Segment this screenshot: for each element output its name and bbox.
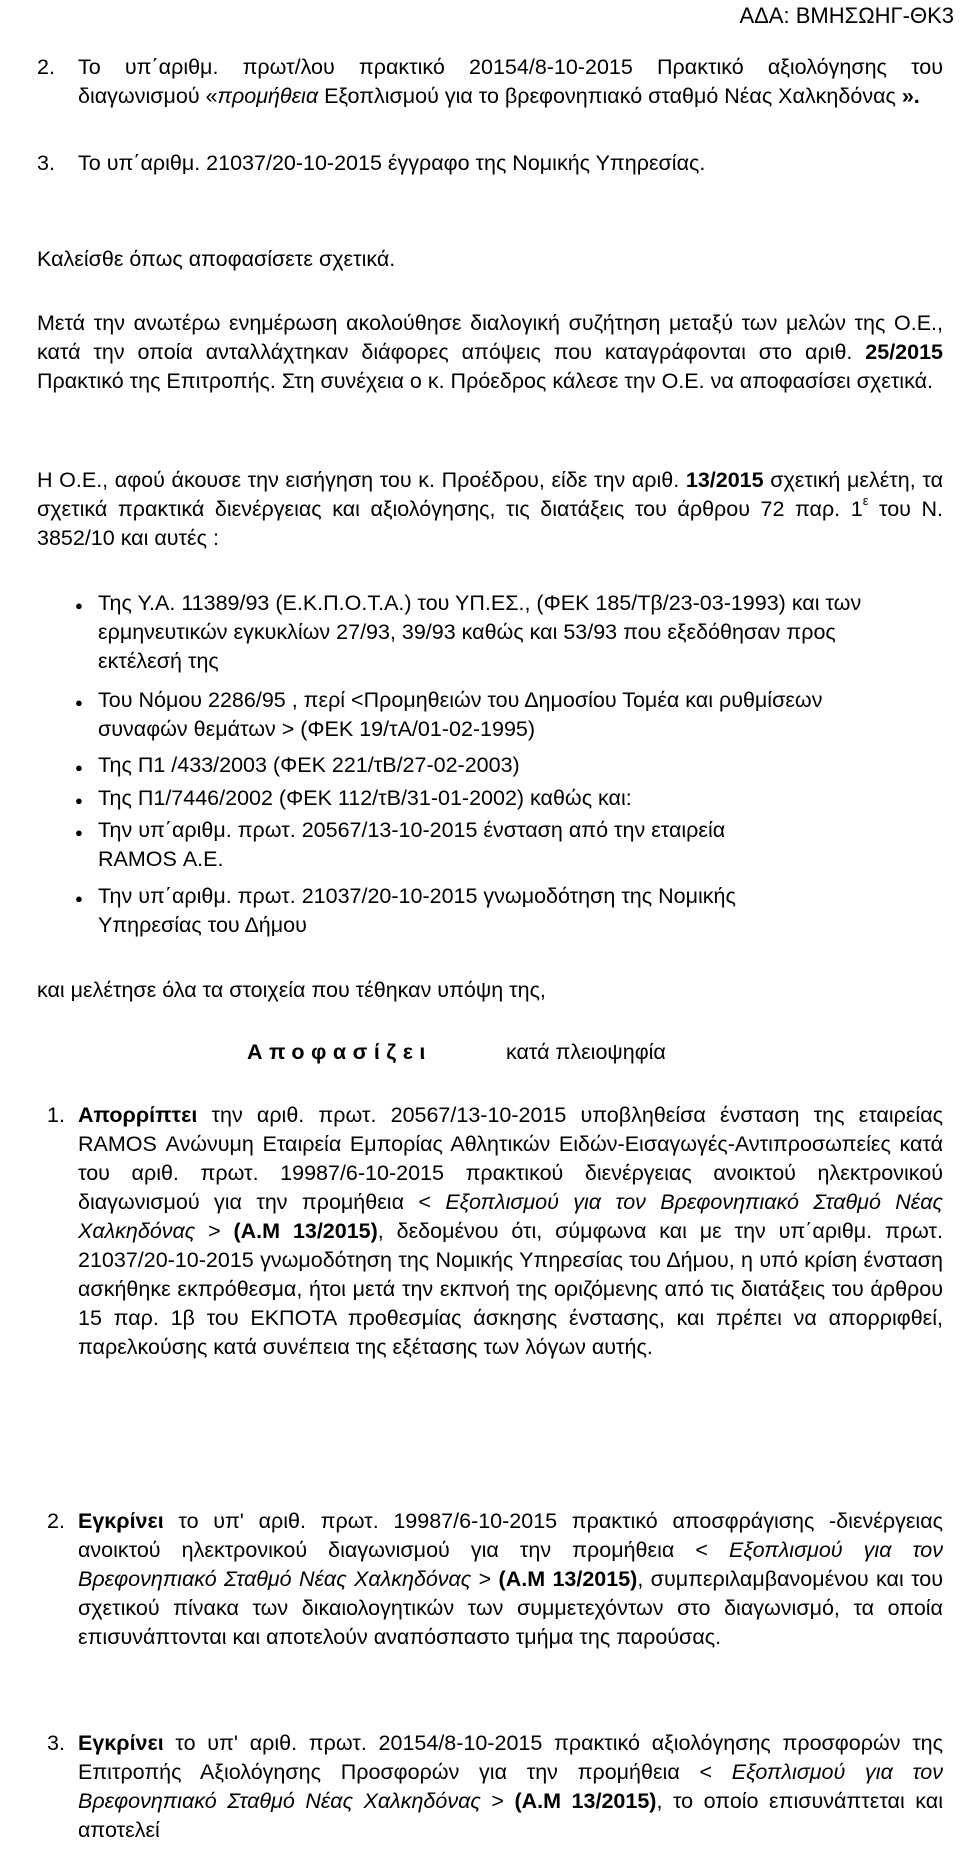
decision-2-text-a: το υπ' αριθ. πρωτ. 19987/6-10-2015 πρακτικό αποσφράγισης -διενέργειας ανοικτού ηλεκτρονικού διαγωνισμού για την προμήθεια <	[78, 1509, 943, 1562]
committee-text-a: Η Ο.Ε., αφού άκουσε την εισήγηση του κ. Προέδρου, είδε την αριθ.	[37, 468, 686, 492]
item-2-number: 2.	[37, 55, 55, 79]
committee-paragraph	[37, 466, 943, 553]
committee-superscript: ε	[862, 492, 869, 508]
decision-2-text	[78, 1507, 943, 1652]
decision-1-verb: Απορρίπτει	[78, 1103, 198, 1127]
bullet-item-6: Την υπ΄αριθμ. πρωτ. 21037/20-10-2015 γνωμοδότηση της Νομικής Υπηρεσίας του Δήμου	[98, 884, 736, 937]
decision-1-text-a: την αριθ. πρωτ. 20567/13-10-2015 υποβληθείσα ένσταση της εταιρείας RAMOS Ανώνυμη Εταιρεία Εμπορίας Αθλητικών Ειδών-Εισαγωγές-Αντιπροσωπείες κατά του αριθ. πρωτ. 19987/6-10-2015 πρακτικού διενέργειας ανοικτού ηλεκτρονικού διαγωνισμού για την προμήθεια <	[78, 1103, 943, 1214]
decision-3-number: 3.	[47, 1731, 65, 1755]
bullet-item-4: Της Π1/7446/2002 (ΦΕΚ 112/τΒ/31-01-2002) καθώς και:	[98, 786, 632, 810]
bullet-item-1: Της Υ.Α. 11389/93 (Ε.Κ.Π.Ο.Τ.Α.) του ΥΠ.ΕΣ., (ΦΕΚ 185/Τβ/23-03-1993) και των ερμηνευτικών εγκυκλίων 27/93, 39/93 καθώς και 53/93 που εξεδόθησαν προς εκτέλεσή της	[98, 591, 862, 673]
decision-3-text-c: , το οποίο επισυνάπτεται και αποτελεί	[78, 1789, 943, 1842]
bullet-item-3: Της Π1 /433/2003 (ΦΕΚ 221/τΒ/27-02-2003)	[98, 753, 520, 777]
bullet-dot-icon: ●	[75, 793, 83, 808]
ada-code: ΑΔΑ: ΒΜΗΣΩΗΓ-ΘΚ3	[739, 3, 954, 28]
decision-1-text-c: , δεδομένου ότι, σύμφωνα και με την υπ΄αριθμ. πρωτ. 21037/20-10-2015 γνωμοδότηση της Νομικής Υπηρεσίας του Δήμου, η υπό κρίση ένσταση ασκήθηκε εκπρόθεσμα, ήτοι μετά την εκπνοή της οριζόμενης από τις διατάξεις του άρθρου 15 παρ. 1β του ΕΚΠΟΤΑ προθεσμίας άσκησης ένστασης, και πρέπει να απορριφθεί, παρελκούσης κατά συνέπεια της εξέτασης των λόγων αυτής.	[78, 1219, 944, 1359]
bullet-dot-icon: ●	[75, 825, 83, 840]
item-2-text-a: Το υπ΄αριθμ. πρωτ/λου πρακτικό 20154/8-10-2015 Πρακτικό αξιολόγησης του διαγωνισμού «	[78, 55, 943, 108]
invite-paragraph: Καλείσθε όπως αποφασίσετε σχετικά.	[37, 247, 396, 271]
bullet-item-5: Την υπ΄αριθμ. πρωτ. 20567/13-10-2015 ένσταση από την εταιρεία RAMOS Α.Ε.	[98, 818, 726, 871]
decision-heading-word: Αποφασίζει	[247, 1040, 432, 1064]
item-2-text-c: Εξοπλισμού για το βρεφονηπιακό σταθμό Νέας Χαλκηδόνας	[324, 84, 896, 108]
bullet-dot-icon: ●	[75, 695, 83, 710]
committee-study-number: 13/2015	[685, 468, 764, 492]
bullet-dot-icon: ●	[75, 598, 83, 613]
committee-text-c: σχετική μελέτη, τα σχετικά πρακτικά διενέργειας και αξιολόγησης, τις διατάξεις του άρθρου 72 παρ. 1	[37, 468, 944, 521]
decision-1-number: 1.	[47, 1103, 65, 1127]
decision-2-text-b: >	[471, 1567, 499, 1591]
decision-2-number: 2.	[47, 1509, 65, 1533]
decision-2-italic: Εξοπλισμού για τον Βρεφονηπιακό Σταθμό Νέας Χαλκηδόνας	[78, 1538, 943, 1591]
decision-3-text-a: το υπ' αριθ. πρωτ. 20154/8-10-2015 πρακτικό αξιολόγησης προσφορών της Επιτροπής Αξιολόγησης Προσφορών για την προμήθεια <	[78, 1731, 943, 1784]
decision-2-bold: (Α.Μ 13/2015)	[498, 1567, 638, 1591]
item-3-number: 3.	[37, 151, 55, 175]
item-2-italic: προμήθεια	[217, 84, 319, 108]
decision-1-text-b: >	[195, 1219, 234, 1243]
item-3-text: Το υπ΄αριθμ. 21037/20-10-2015 έγγραφο της Νομικής Υπηρεσίας.	[78, 151, 706, 175]
discussion-paragraph	[37, 309, 943, 396]
decision-3-text-b: >	[480, 1789, 515, 1813]
decision-3-bold: (Α.Μ 13/2015)	[514, 1789, 657, 1813]
bullet-dot-icon: ●	[75, 760, 83, 775]
decision-heading-rest: κατά πλειοψηφία	[506, 1040, 666, 1064]
decision-1-italic: Εξοπλισμού για τον Βρεφονηπιακό Σταθμό Νέας Χαλκηδόνας	[78, 1190, 943, 1243]
decision-2-text-c: , συμπεριλαμβανομένου και του σχετικού πίνακα των δικαιολογητικών των συμμετεχόντων στο διαγωνισμό, τα οποία επισυνάπτονται και αποτελούν αναπόσπαστο τμήμα της παρούσας.	[78, 1567, 943, 1649]
decision-3-italic: Εξοπλισμού για τον Βρεφονηπιακό Σταθμό Νέας Χαλκηδόνας	[78, 1760, 943, 1813]
committee-text-d: του Ν. 3852/10 και αυτές :	[37, 497, 944, 550]
decision-heading	[0, 1038, 960, 1067]
decision-3-text	[78, 1729, 943, 1845]
discussion-minutes-number: 25/2015	[865, 340, 943, 364]
bullet-item-2: Του Νόμου 2286/95 , περί <Προμηθειών του Δημοσίου Τομέα και ρυθμίσεων συναφών θεμάτων > (ΦΕΚ 19/τΑ/01-02-1995)	[98, 688, 823, 741]
item-2-text-d: ».	[901, 84, 920, 108]
discussion-text-c: Πρακτικό της Επιτροπής. Στη συνέχεια ο κ. Πρόεδρος κάλεσε την Ο.Ε. να αποφασίσει σχετικά.	[37, 369, 933, 393]
discussion-text-a: Μετά την ανωτέρω ενημέρωση ακολούθησε διαλογική συζήτηση μεταξύ των μελών της Ο.Ε., κατά την οποία ανταλλάχτηκαν διάφορες απόψεις που καταγράφονται στο αριθ.	[37, 311, 943, 364]
item-2-text	[78, 53, 943, 111]
decision-1-text	[78, 1101, 943, 1362]
decision-3-verb: Εγκρίνει	[78, 1731, 164, 1755]
decision-2-verb: Εγκρίνει	[78, 1509, 164, 1533]
studied-paragraph: και μελέτησε όλα τα στοιχεία που τέθηκαν υπόψη της,	[37, 978, 546, 1002]
bullet-dot-icon: ●	[75, 891, 83, 906]
decision-1-bold: (Α.Μ 13/2015)	[233, 1219, 378, 1243]
